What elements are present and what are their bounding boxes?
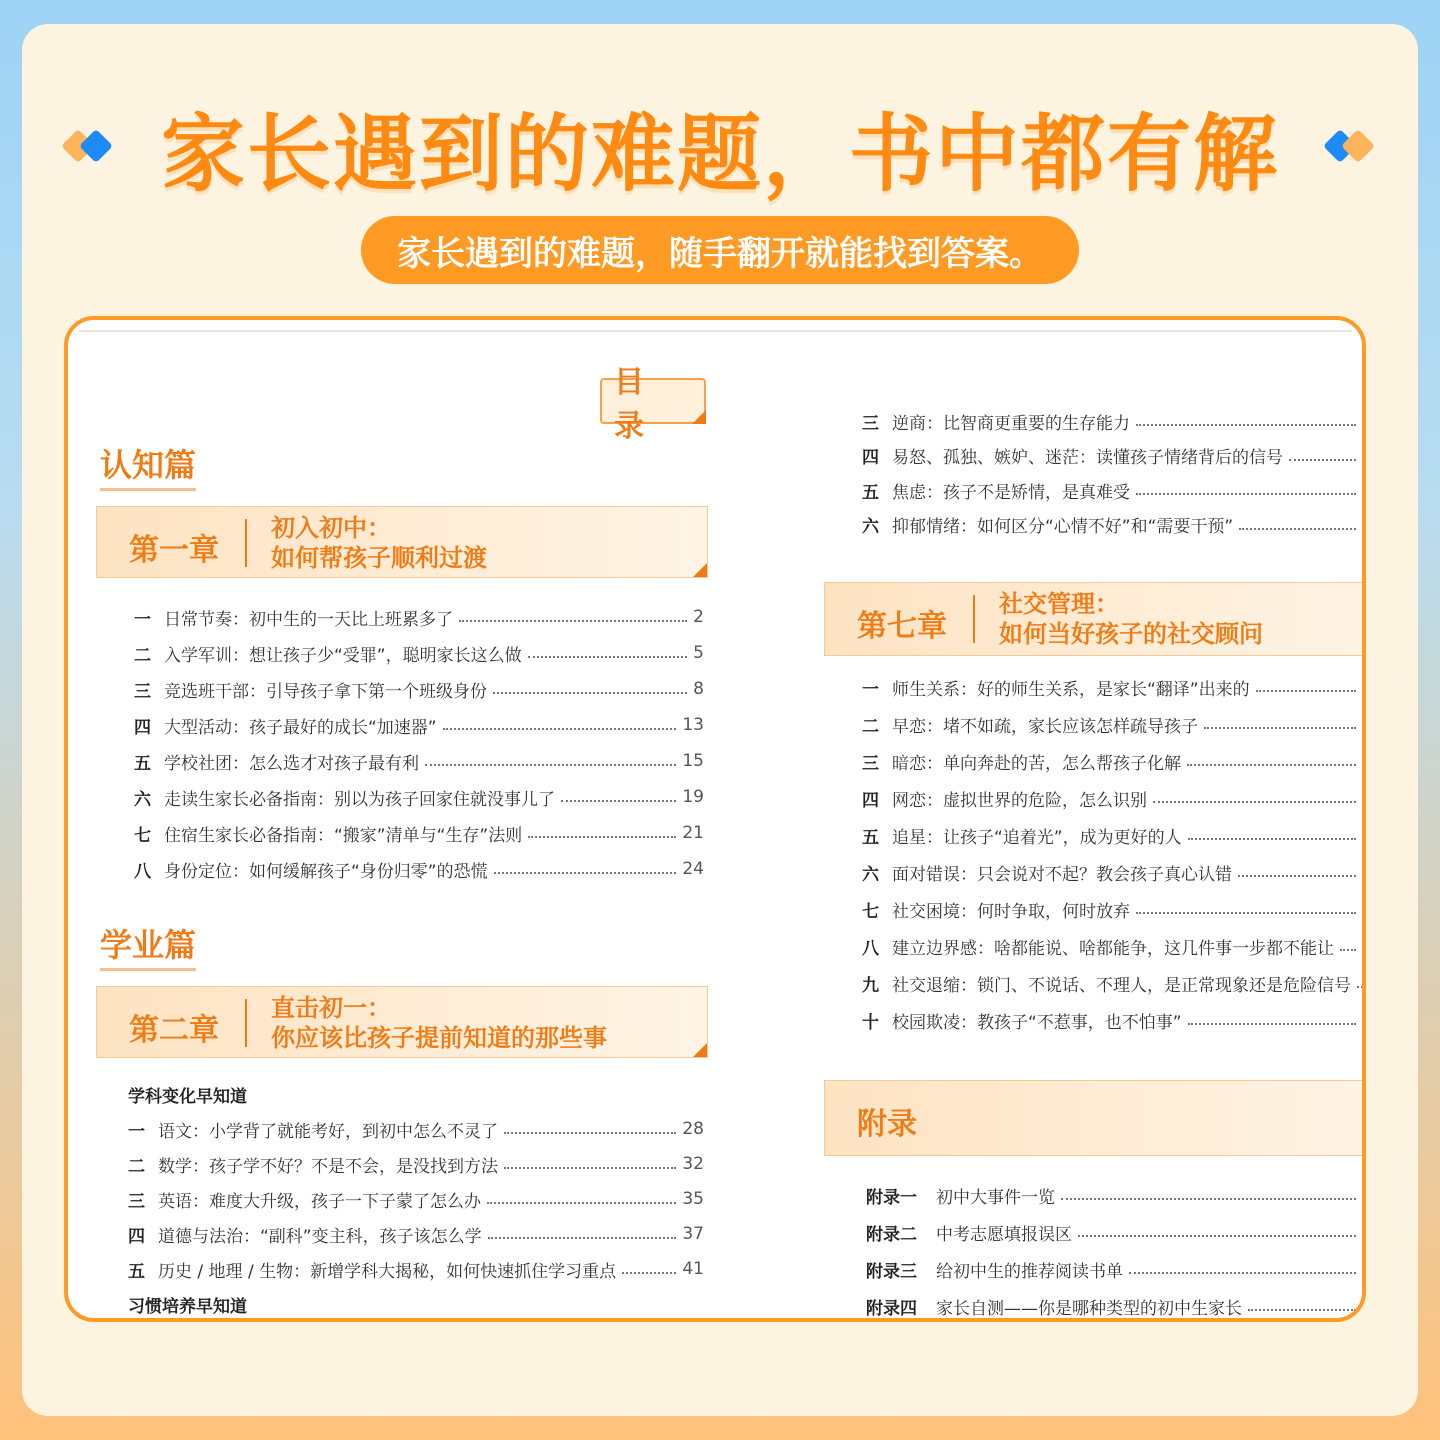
toc-entry[interactable] <box>128 1184 704 1214</box>
entry-text: 社交退缩：锁门、不说话、不理人，是正常现象还是危险信号 <box>892 975 1351 996</box>
entry-text: 中考志愿填报误区 <box>936 1224 1072 1245</box>
leader-dots <box>1204 727 1356 729</box>
entry-number: 二 <box>134 645 151 666</box>
entry-text: 语文：小学背了就能考好，到初中怎么不灵了 <box>158 1121 498 1142</box>
entry-number: 四 <box>128 1226 145 1247</box>
headline-text: 家长遇到的难题，书中都有解 <box>160 104 1279 203</box>
toc-entry[interactable] <box>862 1005 1362 1035</box>
leader-dots <box>1239 528 1356 530</box>
toc-entry[interactable] <box>128 1254 704 1284</box>
entry-text: 初中大事件一览 <box>936 1187 1055 1208</box>
leader-dots <box>487 1202 676 1204</box>
appendix-title: 附录 <box>857 1107 917 1142</box>
toc-entry[interactable] <box>128 1114 704 1144</box>
entry-number: 附录一 <box>866 1187 917 1208</box>
chapter-title <box>271 993 607 1053</box>
entry-number: 四 <box>862 448 879 468</box>
toc-entry[interactable] <box>134 602 704 632</box>
page-number: 37 <box>682 1224 704 1244</box>
entry-number: 六 <box>862 517 879 537</box>
chapter-divider <box>973 595 975 643</box>
leader-dots <box>1340 949 1356 951</box>
entry-text: 暗恋：单向奔赴的苦，怎么帮孩子化解 <box>892 753 1181 774</box>
entry-number: 五 <box>134 753 151 774</box>
page-number: 41 <box>682 1259 704 1279</box>
appendix-header <box>824 1080 1366 1156</box>
toc-entry[interactable] <box>134 638 704 668</box>
toc-entry[interactable] <box>862 857 1362 887</box>
entry-number: 附录二 <box>866 1224 917 1245</box>
toc-entry[interactable] <box>862 406 1362 436</box>
entry-number: 七 <box>862 901 879 922</box>
entry-text: 大型活动：孩子最好的成长“加速器” <box>164 717 437 738</box>
page-edge-line <box>78 330 1352 332</box>
entry-text: 入学军训：想让孩子少“受罪”，聪明家长这么做 <box>164 645 522 666</box>
entry-text: 道德与法治：“副科”变主科，孩子该怎么学 <box>158 1226 482 1247</box>
toc-label: 目 录 <box>600 378 706 424</box>
toc-entry[interactable] <box>134 782 704 812</box>
section-title-study: 学业篇 <box>100 920 196 971</box>
toc-entry[interactable] <box>866 1180 1362 1210</box>
toc-entry[interactable] <box>134 854 704 884</box>
entry-number: 五 <box>862 827 879 848</box>
page-number: 19 <box>682 787 704 807</box>
entry-number: 七 <box>134 825 151 846</box>
page-number: 32 <box>682 1154 704 1174</box>
chapter-divider <box>245 999 247 1047</box>
entry-number: 五 <box>128 1261 145 1282</box>
entry-text: 师生关系：好的师生关系，是家长“翻译”出来的 <box>892 679 1250 700</box>
leader-dots <box>1136 424 1356 426</box>
entry-text: 竞选班干部：引导孩子拿下第一个班级身份 <box>164 681 487 702</box>
entry-number: 附录三 <box>866 1261 917 1282</box>
entry-text: 抑郁情绪：如何区分“心情不好”和“需要干预” <box>892 517 1234 537</box>
leader-dots <box>1129 1272 1356 1274</box>
leader-dots <box>493 692 687 694</box>
entry-number: 四 <box>134 717 151 738</box>
entry-number: 九 <box>862 975 879 996</box>
leader-dots <box>1078 1235 1356 1237</box>
entry-text: 网恋：虚拟世界的危险，怎么识别 <box>892 790 1147 811</box>
entry-number: 二 <box>862 716 879 737</box>
entry-text: 学校社团：怎么选才对孩子最有利 <box>164 753 419 774</box>
entry-text: 易怒、孤独、嫉妒、迷茫：读懂孩子情绪背后的信号 <box>892 448 1283 468</box>
page-number: 15 <box>682 751 704 771</box>
entry-text: 给初中生的推荐阅读书单 <box>936 1261 1123 1282</box>
leader-dots <box>504 1132 676 1134</box>
entry-text: 追星：让孩子“追着光”，成为更好的人 <box>892 827 1182 848</box>
leader-dots <box>488 1237 677 1239</box>
entry-number: 三 <box>862 753 879 774</box>
entry-number: 四 <box>862 790 879 811</box>
toc-entry[interactable] <box>862 709 1362 739</box>
entry-text: 校园欺凌：教孩子“不惹事，也不怕事” <box>892 1012 1182 1033</box>
chapter-number: 第一章 <box>129 533 219 568</box>
toc-entry[interactable] <box>866 1254 1362 1284</box>
page-number: 24 <box>682 859 704 879</box>
subheading-habits: 习惯培养早知道 <box>128 1297 247 1317</box>
entry-number: 六 <box>862 864 879 885</box>
page-number: 5 <box>693 643 704 663</box>
corner-mark <box>693 563 707 577</box>
entry-number: 三 <box>862 413 879 434</box>
toc-entry[interactable] <box>862 441 1362 471</box>
chapter-title-line1: 直击初一： <box>271 994 391 1022</box>
entry-text: 英语：难度大升级，孩子一下子蒙了怎么办 <box>158 1191 481 1212</box>
entry-text: 历史 / 地理 / 生物：新增学科大揭秘，如何快速抓住学习重点 <box>158 1261 617 1282</box>
entry-text: 数学：孩子学不好？不是不会，是没找到方法 <box>158 1156 498 1177</box>
toc-entry[interactable] <box>862 931 1362 961</box>
toc-entry[interactable] <box>128 1219 704 1249</box>
subtitle-pill: 家长遇到的难题，随手翻开就能找到答案。 <box>361 216 1079 284</box>
chapter-title-line1: 初入初中： <box>271 514 391 542</box>
corner-mark <box>693 1043 707 1057</box>
leader-dots <box>1061 1198 1356 1200</box>
entry-number: 六 <box>134 789 151 810</box>
headline <box>0 92 1440 202</box>
leader-dots <box>1188 838 1356 840</box>
leader-dots <box>1136 912 1356 914</box>
leader-dots <box>1153 801 1356 803</box>
chapter-7-header <box>824 582 1366 656</box>
toc-page <box>64 316 1366 1322</box>
page-number: 35 <box>682 1189 704 1209</box>
leader-dots <box>1188 1023 1356 1025</box>
entry-number: 五 <box>862 482 879 503</box>
entry-text: 走读生家长必备指南：别以为孩子回家住就没事儿了 <box>164 789 555 810</box>
entry-number: 三 <box>134 681 151 702</box>
entry-text: 建立边界感：啥都能说、啥都能争，这几件事一步都不能让 <box>892 938 1334 959</box>
leader-dots <box>1256 690 1356 692</box>
entry-number: 附录四 <box>866 1298 917 1319</box>
leader-dots <box>459 620 687 622</box>
entry-text: 社交困境：何时争取，何时放弃 <box>892 901 1130 922</box>
leader-dots <box>504 1167 676 1169</box>
chapter-number: 第二章 <box>129 1013 219 1048</box>
entry-number: 八 <box>862 938 879 959</box>
entry-number: 一 <box>862 679 879 700</box>
page-number: 13 <box>682 715 704 735</box>
entry-text: 身份定位：如何缓解孩子“身份归零”的恐慌 <box>164 861 488 882</box>
leader-dots <box>1187 764 1356 766</box>
entry-number: 三 <box>128 1191 145 1212</box>
toc-entry[interactable] <box>134 710 704 740</box>
toc-entry[interactable] <box>862 894 1362 924</box>
chapter-divider <box>245 519 247 567</box>
toc-entry[interactable] <box>862 968 1362 998</box>
entry-text: 焦虑：孩子不是矫情，是真难受 <box>892 482 1130 503</box>
leader-dots <box>494 872 677 874</box>
toc-entry[interactable] <box>862 746 1362 776</box>
page-number: 28 <box>682 1119 704 1139</box>
chapter-2-header <box>96 986 708 1058</box>
toc-entry[interactable] <box>862 820 1362 850</box>
chapter-title-line2: 如何当好孩子的社交顾问 <box>999 620 1263 648</box>
toc-entry[interactable] <box>866 1217 1362 1247</box>
leader-dots <box>622 1272 676 1274</box>
subheading-subject-changes: 学科变化早知道 <box>128 1087 247 1107</box>
leader-dots <box>561 800 676 802</box>
toc-entry[interactable] <box>862 783 1362 813</box>
entry-number: 一 <box>128 1121 145 1142</box>
leader-dots <box>1248 1309 1356 1311</box>
entry-text: 家长自测——你是哪种类型的初中生家长 <box>936 1298 1242 1319</box>
toc-entry[interactable] <box>862 510 1362 540</box>
toc-entry[interactable] <box>862 475 1362 505</box>
chapter-title <box>999 589 1263 649</box>
toc-entry[interactable] <box>134 746 704 776</box>
section-title-cognition: 认知篇 <box>100 440 196 491</box>
leader-dots <box>1289 459 1356 461</box>
leader-dots <box>425 764 676 766</box>
chapter-number: 第七章 <box>857 609 947 644</box>
leader-dots <box>528 656 688 658</box>
entry-text: 日常节奏：初中生的一天比上班累多了 <box>164 609 453 630</box>
leader-dots <box>528 836 676 838</box>
entry-number: 一 <box>134 609 151 630</box>
leader-dots <box>1357 986 1366 988</box>
page-number: 8 <box>693 679 704 699</box>
entry-number: 十 <box>862 1012 879 1033</box>
page-number: 2 <box>693 607 704 627</box>
page-number: 21 <box>682 823 704 843</box>
toc-entry[interactable] <box>862 672 1362 702</box>
corner-mark <box>692 410 706 424</box>
entry-text: 逆商：比智商更重要的生存能力 <box>892 413 1130 434</box>
entry-text: 住宿生家长必备指南：“搬家”清单与“生存”法则 <box>164 825 523 846</box>
chapter-title-line2: 你应该比孩子提前知道的那些事 <box>271 1024 607 1052</box>
entry-text: 面对错误：只会说对不起？教会孩子真心认错 <box>892 864 1232 885</box>
toc-entry[interactable] <box>134 674 704 704</box>
chapter-title-line1: 社交管理： <box>999 590 1119 618</box>
leader-dots <box>1238 875 1356 877</box>
leader-dots <box>443 728 677 730</box>
toc-entry[interactable] <box>134 818 704 848</box>
chapter-title-line2: 如何帮孩子顺利过渡 <box>271 544 487 572</box>
entry-number: 二 <box>128 1156 145 1177</box>
toc-entry[interactable] <box>866 1291 1362 1321</box>
leader-dots <box>1136 493 1356 495</box>
chapter-title <box>271 513 487 573</box>
chapter-1-header <box>96 506 708 578</box>
toc-entry[interactable] <box>128 1149 704 1179</box>
entry-number: 八 <box>134 861 151 882</box>
entry-text: 早恋：堵不如疏，家长应该怎样疏导孩子 <box>892 716 1198 737</box>
